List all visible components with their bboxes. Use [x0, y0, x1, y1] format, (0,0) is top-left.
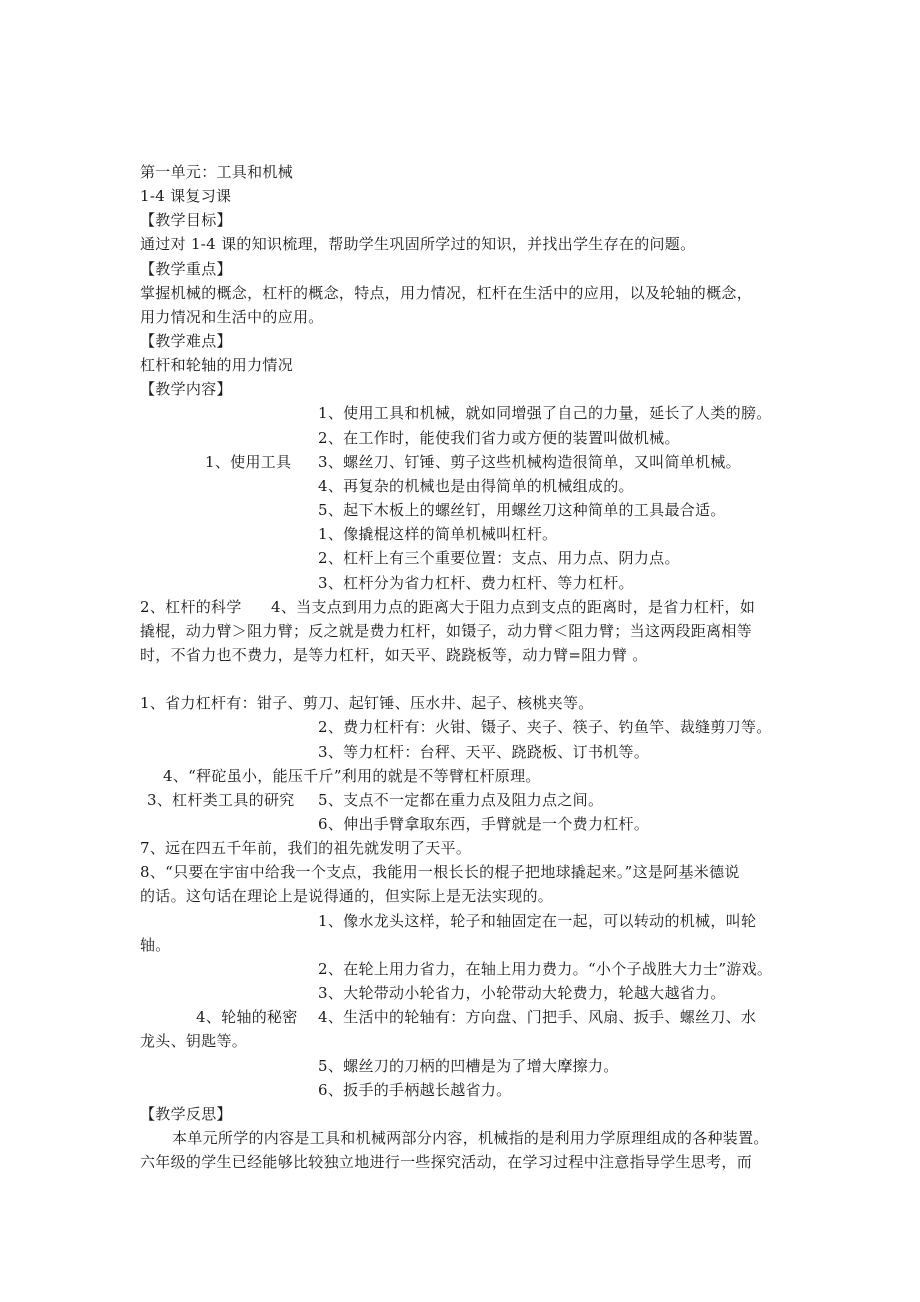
- wheel-item-1-line-1: 1、像水龙头这样，轮子和轴固定在一起，可以转动的机械，叫轮: [318, 912, 757, 930]
- key-points-text-1: 掌握机械的概念，杠杆的概念，特点，用力情况，杠杆在生活中的应用，以及轮轴的概念，: [140, 284, 753, 302]
- lever-tools-item-1: 1、省力杠杆有：钳子、剪刀、起钉锤、压水井、起子、核桃夹等。: [140, 694, 594, 712]
- lever-item-1: 1、像撬棍这样的简单机械叫杠杆。: [318, 525, 558, 543]
- wheel-item-5: 5、螺丝刀的刀柄的凹槽是为了增大摩擦力。: [318, 1057, 619, 1075]
- reflection-heading: 【教学反思】: [140, 1105, 232, 1123]
- key-points-text-2: 用力情况和生活中的应用。: [140, 308, 324, 326]
- wheel-item-2: 2、在轮上用力省力，在轴上用力费力。“小个子战胜大力士”游戏。: [318, 960, 773, 978]
- key-points-heading: 【教学重点】: [140, 260, 232, 278]
- reflection-line-2: 六年级的学生已经能够比较独立地进行一些探究活动，在学习过程中注意指导学生思考，而: [140, 1153, 753, 1171]
- lever-tools-item-7: 7、远在四五千年前，我们的祖先就发明了天平。: [140, 839, 472, 857]
- wheel-item-3: 3、大轮带动小轮省力，小轮带动大轮费力，轮越大越省力。: [318, 984, 726, 1002]
- lever-tools-item-8-line-1: 8、“只要在宇宙中给我一个支点，我能用一根长长的棍子把地球撬起来。”这是阿基米德说: [140, 863, 740, 881]
- tools-item-3: 3、螺丝刀、钉锤、剪子这些机械构造很简单，又叫简单机械。: [318, 453, 741, 471]
- lever-item-4-line-1: 4、当支点到用力点的距离大于阻力点到支点的距离时，是省力杠杆，如: [271, 598, 756, 616]
- lever-item-3: 3、杠杆分为省力杠杆、费力杠杆、等力杠杆。: [318, 574, 634, 592]
- tools-item-4: 4、再复杂的机械也是由得简单的机械组成的。: [318, 477, 634, 495]
- lever-tools-item-8-line-2: 的话。这句话在理论上是说得通的，但实际上是无法实现的。: [140, 887, 554, 905]
- tools-item-1: 1、使用工具和机械，就如同增强了自己的力量，延长了人类的膀。: [318, 404, 772, 422]
- goals-text: 通过对 1-4 课的知识梳理，帮助学生巩固所学过的知识，并找出学生存在的问题。: [140, 235, 696, 253]
- difficulties-text: 杠杆和轮轴的用力情况: [140, 356, 294, 374]
- tools-item-5: 5、起下木板上的螺丝钉，用螺丝刀这种简单的工具最合适。: [318, 501, 726, 519]
- goals-heading: 【教学目标】: [140, 211, 232, 229]
- lever-item-4-line-2: 撬棍，动力臂＞阻力臂；反之就是费力杠杆，如镊子，动力臂＜阻力臂；当这两段距离相等: [140, 622, 753, 640]
- lever-tools-item-2: 2、费力杠杆有：火钳、镊子、夹子、筷子、钓鱼竿、裁缝剪刀等。: [318, 718, 772, 736]
- lever-tools-item-6: 6、伸出手臂拿取东西，手臂就是一个费力杠杆。: [318, 815, 650, 833]
- tools-label: 1、使用工具: [205, 453, 292, 471]
- lever-label: 2、杠杆的科学: [140, 598, 242, 616]
- lever-tools-item-4: 4、“秤砣虽小，能压千斤”利用的就是不等臂杠杆原理。: [163, 767, 541, 785]
- lever-item-4-line-3: 时，不省力也不费力，是等力杠杆，如天平、跷跷板等，动力臂=阻力臂 。: [140, 646, 648, 664]
- content-heading: 【教学内容】: [140, 380, 232, 398]
- wheel-item-6: 6、扳手的手柄越长越省力。: [318, 1081, 512, 1099]
- wheel-item-4-line-2: 龙头、钥匙等。: [140, 1032, 248, 1050]
- lever-item-2: 2、杠杆上有三个重要位置：支点、用力点、阴力点。: [318, 549, 680, 567]
- tools-item-2: 2、在工作时，能使我们省力或方便的装置叫做机械。: [318, 429, 680, 447]
- unit-title: 第一单元：工具和机械: [140, 163, 294, 181]
- lever-tools-item-5: 5、支点不一定都在重力点及阻力点之间。: [318, 791, 604, 809]
- lever-tools-label: 3、杠杆类工具的研究: [147, 791, 295, 809]
- lesson-title: 1-4 课复习课: [140, 187, 232, 205]
- difficulties-heading: 【教学难点】: [140, 332, 232, 350]
- reflection-line-1: 本单元所学的内容是工具和机械两部分内容，机械指的是利用力学原理组成的各种装置。: [172, 1129, 769, 1147]
- wheel-item-4-line-1: 4、生活中的轮轴有：方向盘、门把手、风扇、扳手、螺丝刀、水: [318, 1008, 757, 1026]
- wheel-label: 4、轮轴的秘密: [196, 1008, 298, 1026]
- wheel-item-1-line-2: 轴。: [140, 936, 171, 954]
- lever-tools-item-3: 3、等力杠杆：台秤、天平、跷跷板、订书机等。: [318, 743, 650, 761]
